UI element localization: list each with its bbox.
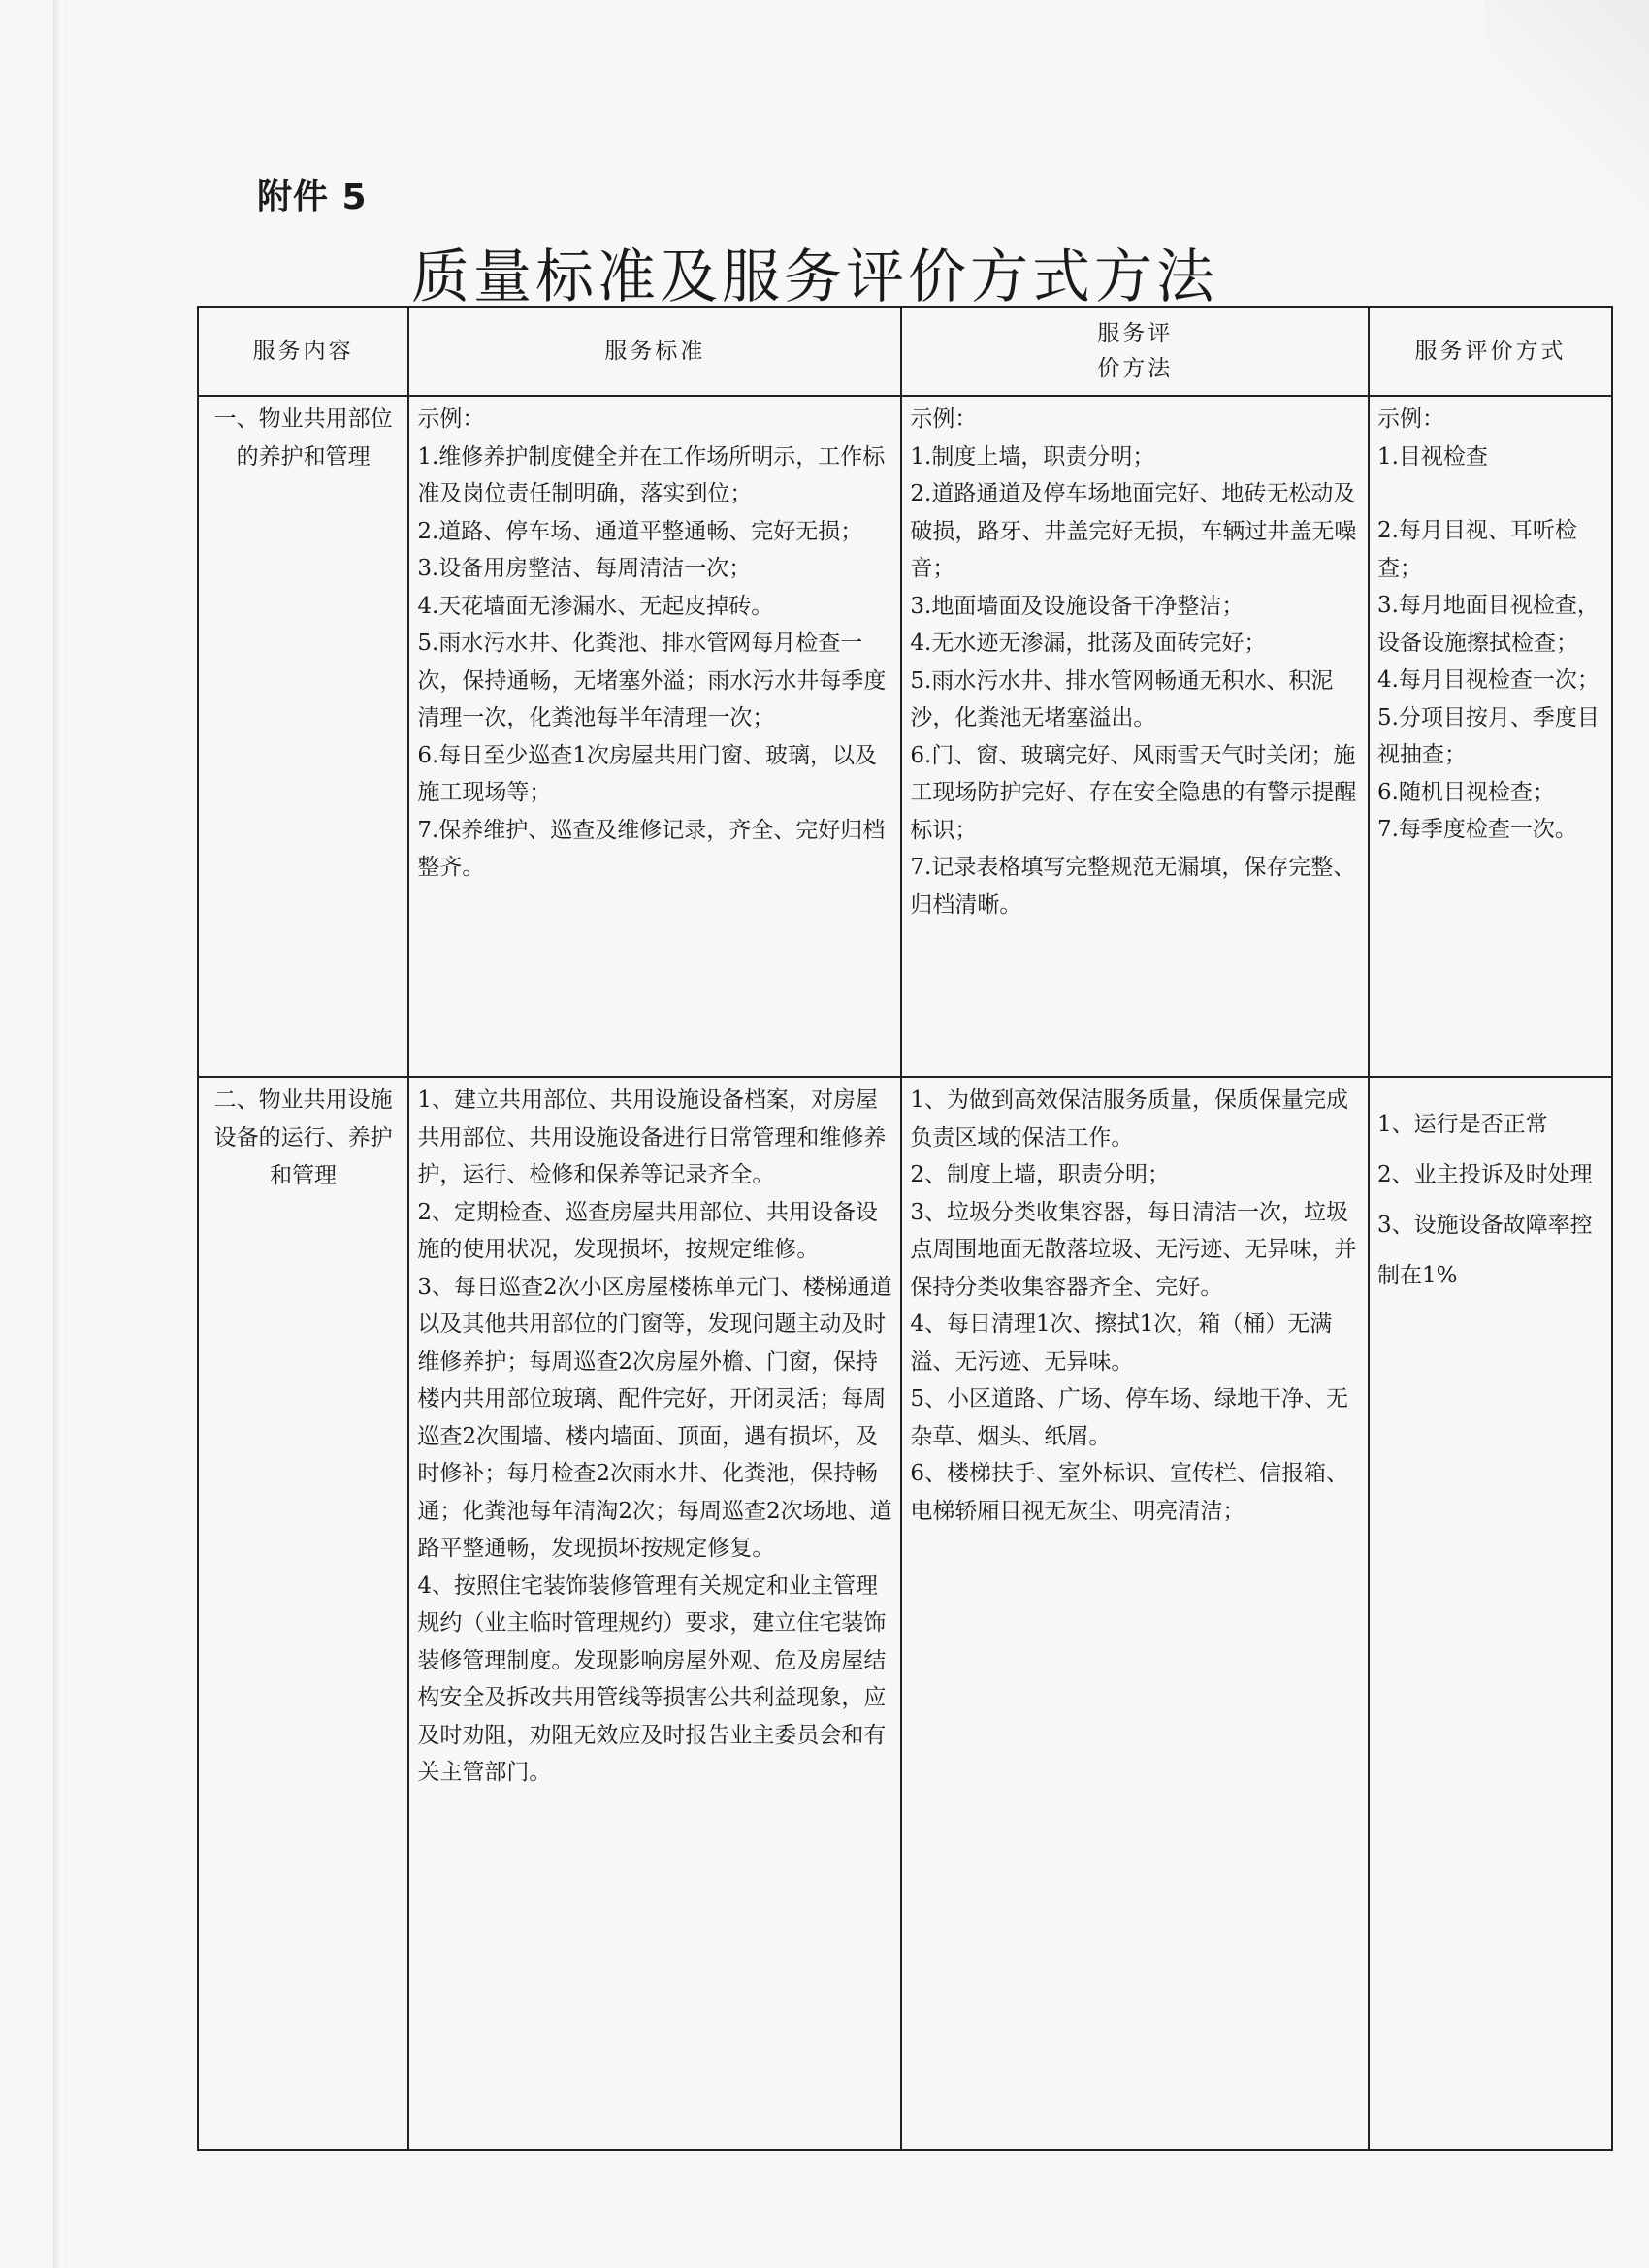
way-line: 2.每月目视、耳听检查； [1376, 518, 1577, 581]
header-evaluation-method [901, 307, 1369, 396]
way-line: 1.目视检查 [1376, 443, 1488, 470]
method-line: 4、每日清理1次、擦拭1次，箱（桶）无满溢、无污迹、无异味。 [910, 1312, 1333, 1375]
way-line: 4.每月目视检查一次； [1376, 667, 1600, 693]
standard-line: 3、每日巡查2次小区房屋楼栋单元门、楼梯通道以及其他共用部位的门窗等，发现问题主动及时维修养护；每周巡查2次房屋外檐、门窗，保持楼内共用部位玻璃、配件完好，开闭灵活；每周巡查2次围墙、楼内墙面、顶面，遇有损坏，及时修补；每月检查2次雨水井、化粪池，保持畅通；化粪池每年清淘2次；每周巡查2次场地、道路平整通畅，发现损坏按规定修复。 [417, 1274, 892, 1561]
standard-line: 7.保养维护、巡查及维修记录，齐全、完好归档整齐。 [417, 817, 886, 880]
method-line: 示例： [910, 406, 978, 432]
standard-line: 2.道路、停车场、通道平整通畅、完好无损； [417, 518, 863, 544]
method-line: 2.道路通道及停车场地面完好、地砖无松动及破损，路牙、井盖完好无损，车辆过井盖无噪音； [910, 481, 1357, 581]
page-title: 质量标准及服务评价方式方法 [411, 243, 1218, 311]
row-evaluation-way [1369, 1077, 1612, 2150]
standard-line: 4.天花墙面无渗漏水、无起皮掉砖。 [417, 593, 774, 619]
method-line: 5.雨水污水井、排水管网畅通无积水、积泥沙，化粪池无堵塞溢出。 [910, 667, 1334, 730]
method-line: 1、为做到高效保洁服务质量，保质保量完成负责区域的保洁工作。 [910, 1087, 1349, 1150]
standard-line: 示例： [417, 406, 485, 432]
standard-line: 1.维修养护制度健全并在工作场所明示，工作标准及岗位责任制明确，落实到位； [417, 443, 886, 506]
row-evaluation-method [901, 1077, 1369, 2150]
method-line: 4.无水迹无渗漏，批荡及面砖完好； [910, 631, 1267, 656]
header-evaluation-method-line2: 价方法 [1097, 356, 1174, 381]
table-header-row [198, 307, 1612, 396]
method-line: 1.制度上墙，职责分明； [910, 443, 1155, 470]
way-line: 6.随机目视检查； [1376, 779, 1555, 805]
standard-line: 3.设备用房整洁、每周清洁一次； [417, 556, 752, 581]
scan-edge-shadow [53, 0, 67, 2268]
row-evaluation-way [1369, 396, 1612, 1077]
row-service-content: 二、物业共用设施设备的运行、养护和管理 [198, 1077, 408, 2150]
header-evaluation-method-line1: 服务评 [1097, 321, 1174, 346]
method-line: 2、制度上墙，职责分明； [910, 1162, 1171, 1187]
way-line: 7.每季度检查一次。 [1376, 817, 1577, 842]
header-service-content: 服务内容 [198, 307, 408, 396]
method-line: 3.地面墙面及设施设备干净整洁； [910, 593, 1245, 619]
page-corner-curl [1484, 0, 1649, 252]
method-line: 6.门、窗、玻璃完好、风雨雪天气时关闭；施工现场防护完好、存在安全隐患的有警示提醒标识； [910, 742, 1357, 843]
way-line: 示例： [1376, 406, 1444, 432]
standard-line: 6.每日至少巡查1次房屋共用门窗、玻璃，以及施工现场等； [417, 742, 877, 805]
standard-line: 2、定期检查、巡查房屋共用部位、共用设备设施的使用状况，发现损坏，按规定维修。 [417, 1199, 878, 1262]
standards-table [197, 306, 1613, 2151]
header-evaluation-way: 服务评价方式 [1369, 307, 1612, 396]
row-evaluation-method [901, 396, 1369, 1077]
method-line: 5、小区道路、广场、停车场、绿地干净、无杂草、烟头、纸屑。 [910, 1386, 1349, 1449]
method-line: 7.记录表格填写完整规范无漏填，保存完整、归档清晰。 [910, 855, 1356, 918]
row-service-standard [408, 1077, 901, 2150]
header-service-standard: 服务标准 [408, 307, 901, 396]
attachment-label: 附件 5 [257, 178, 368, 217]
method-line: 3、垃圾分类收集容器，每日清洁一次，垃圾点周围地面无散落垃圾、无污迹、无异味，并保持分类收集容器齐全、完好。 [910, 1199, 1357, 1300]
method-line: 6、楼梯扶手、室外标识、宣传栏、信报箱、电梯轿厢目视无灰尘、明亮清洁； [910, 1461, 1349, 1524]
standard-line: 5.雨水污水井、化粪池、排水管网每月检查一次，保持通畅，无堵塞外溢；雨水污水井每季度清理一次，化粪池每半年清理一次； [417, 631, 887, 730]
way-line: 3.每月地面目视检查，设备设施擦拭检查； [1376, 593, 1600, 656]
table-row [198, 1077, 1612, 2150]
table-row [198, 396, 1612, 1077]
way-line: 5.分项目按月、季度目视抽查； [1376, 704, 1600, 767]
way-line: 3、设施设备故障率控制在1% [1376, 1213, 1593, 1288]
way-spacer [1377, 475, 1603, 512]
row-service-standard [408, 396, 901, 1077]
standard-line: 1、建立共用部位、共用设施设备档案，对房屋共用部位、共用设施设备进行日常管理和维修养护，运行、检修和保养等记录齐全。 [417, 1087, 887, 1187]
row-service-content: 一、物业共用部位的养护和管理 [198, 396, 408, 1077]
standard-line: 4、按照住宅装饰装修管理有关规定和业主管理规约（业主临时管理规约）要求，建立住宅装饰装修管理制度。发现影响房屋外观、危及房屋结构安全及拆改共用管线等损害公共利益现象，应及时劝阻，劝阻无效应及时报告业主委员会和有关主管部门。 [417, 1572, 887, 1785]
way-line: 1、运行是否正常 [1376, 1112, 1548, 1137]
way-line: 2、业主投诉及时处理 [1376, 1162, 1593, 1187]
